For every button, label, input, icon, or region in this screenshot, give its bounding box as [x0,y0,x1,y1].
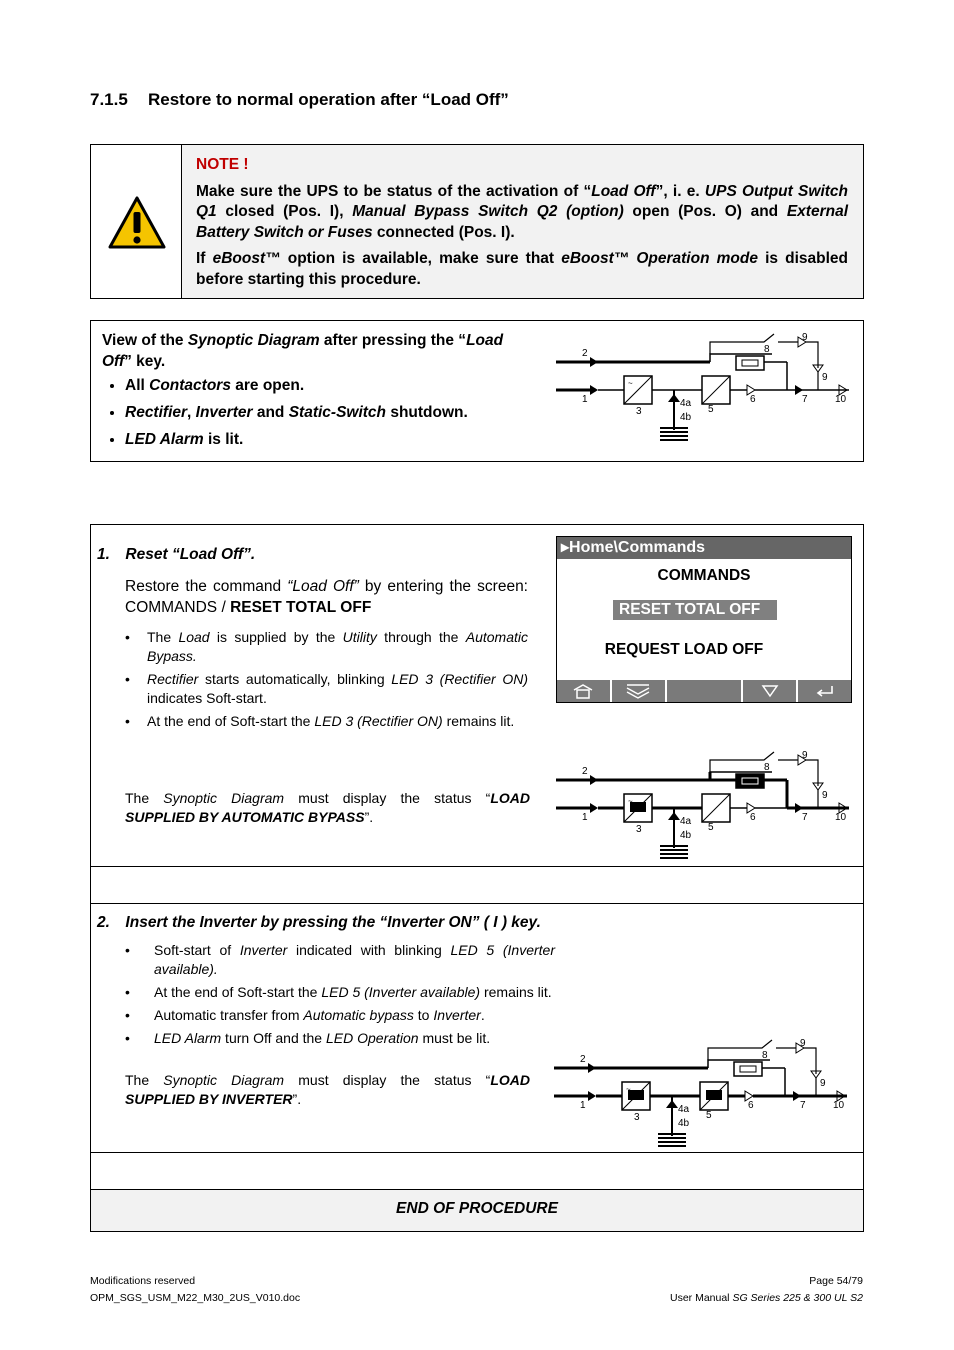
step-2-status: The Synoptic Diagram must display the status “LOAD SUPPLIED BY INVERTER”. [125,1072,530,1107]
manual-bypass-drop [804,1048,816,1074]
step-1-bullet: • At the end of Soft-start the LED 3 (Rectifier ON) remains lit. [125,712,528,731]
note-label: NOTE ! [196,156,249,173]
note-icon-cell [91,145,182,298]
diagram-label: 5 [708,404,714,415]
note-box [90,144,864,299]
manual-bypass-line [710,334,798,354]
diagram-label: 4a [680,398,692,409]
arrow-icon [590,803,598,813]
footer-manual-title [670,1292,863,1304]
rectifier-symbol: ~ [628,797,633,806]
inverter-active [706,1090,722,1100]
footer-left-1: Modifications reserved [90,1275,196,1287]
diagram-label: 4b [678,1118,690,1129]
diagram-label: 8 [764,344,770,355]
diagram-label: 9 [802,332,808,343]
diagram-label: 4a [680,816,692,827]
down-arrow-icon[interactable] [743,680,796,702]
diagram-label: 7 [800,1100,806,1111]
diagram-label: 4b [680,830,692,841]
diagram-label: 7 [802,812,808,823]
battery-arrow-icon [668,812,680,820]
synoptic-diagram-bypass-automatic [552,748,857,863]
page-down-icon[interactable] [612,680,665,702]
section-title: Restore to normal operation after “Load Off” [148,90,509,109]
diagram-label: 2 [582,348,588,359]
view-bullet: • All Contactors are open. [125,375,532,396]
diagram-label: 2 [580,1054,586,1065]
diagram-label: 5 [708,822,714,833]
section-number: 7.1.5 [90,90,128,109]
blank-softkey[interactable] [667,680,741,702]
section-heading [90,90,509,110]
arrow-icon [590,775,598,785]
diagram-label: 5 [706,1110,712,1121]
step-1-bullet: • Rectifier starts automatically, blinking LED 3 (Rectifier ON) indicates Soft-start. [125,670,528,708]
step-2-bullet: • Automatic transfer from Automatic bypass to Inverter. [125,1006,555,1025]
diagram-label: 3 [634,1112,640,1123]
diagram-label: 3 [636,406,642,417]
note-paragraph-2: If eBoost™ option is available, make sure that eBoost™ Operation mode is disabled before starting this procedure. [196,250,848,288]
view-intro: View of the Synoptic Diagram after pressing the “Load Off” key. [102,332,504,370]
lcd-menu-request-load-off[interactable]: REQUEST LOAD OFF [604,641,764,658]
lcd-menu-title: COMMANDS [657,567,751,584]
diagram-label: 9 [822,790,828,801]
diagram-label: 3 [636,824,642,835]
step-2-bullet: • LED Alarm turn Off and the LED Operation must be lit. [125,1029,555,1048]
diagram-label: 9 [820,1078,826,1089]
enter-icon[interactable] [798,680,851,702]
footer-left-2: OPM_SGS_USM_M22_M30_2US_V010.doc [90,1292,301,1304]
footer-manual-series: SG Series 225 & 300 UL S2 [732,1292,863,1304]
static-switch-inner [740,1066,756,1072]
view-bullet: • Rectifier, Inverter and Static-Switch shutdown. [125,402,532,423]
lcd-breadcrumb-bar [557,537,851,559]
footer-page-number: Page 54/79 [809,1275,863,1287]
step-1-status: The Synoptic Diagram must display the status “LOAD SUPPLIED BY AUTOMATIC BYPASS”. [125,790,530,825]
diagram-label: 9 [802,750,808,761]
diagram-label: 6 [748,1100,754,1111]
diagram-label: 1 [580,1100,586,1111]
rectifier-symbol: ~ [628,379,633,388]
synoptic-diagram-inverter [550,1036,855,1148]
diagram-label: 2 [582,766,588,777]
diagram-label: 10 [835,812,847,823]
step-1-title: 1. Reset “Load Off”. [97,546,256,563]
step-1-bullet: • The Load is supplied by the Utility through the Automatic Bypass. [125,628,528,666]
step-1-text: Restore the command “Load Off” by entering the screen: COMMANDS / RESET TOTAL OFF [125,578,528,616]
note-paragraph-1: Make sure the UPS to be status of the activation of “Load Off”, i. e. UPS Output Switch Q1 closed (Pos. I), Manual Bypass Switch Q2 (option) open (Pos. O) and External Battery Switch or Fuses connected (Pos. I). [196,182,849,241]
warning-triangle-icon [107,195,167,251]
manual-bypass-drop [806,342,818,368]
step-2-bullet: • Soft-start of Inverter indicated with blinking LED 5 (Inverter available). [125,941,555,979]
diagram-label: 10 [835,394,847,405]
lcd-screen [556,536,852,703]
diagram-label: 4b [680,412,692,423]
lcd-menu-reset-total-off[interactable]: RESET TOTAL OFF [613,600,777,620]
lcd-breadcrumb: Home\Commands [569,539,706,556]
home-icon[interactable] [557,680,610,702]
diagram-label: 9 [800,1038,806,1049]
static-switch-inner [742,778,758,784]
manual-bypass-drop [806,760,818,786]
footer-manual-prefix: User Manual [669,1292,733,1304]
view-bullet: • LED Alarm is lit. [125,429,532,450]
end-of-procedure: END OF PROCEDURE [396,1200,558,1217]
manual-bypass-line [710,752,798,772]
arrow-icon [590,385,598,395]
diagram-label: 1 [582,812,588,823]
static-switch-inner [742,360,758,366]
view-bullet-list [102,375,532,450]
diagram-label: 8 [764,762,770,773]
lcd-softkeys [557,680,851,702]
step-1-bullets [125,628,528,735]
diagram-label: 9 [822,372,828,383]
diagram-label: 6 [750,812,756,823]
step-2-title: 2. Insert the Inverter by pressing the “Inverter ON” ( I ) key. [97,914,541,931]
step-2-bullet: • At the end of Soft-start the LED 5 (Inverter available) remains lit. [125,983,555,1002]
diagram-label: 4a [678,1104,690,1115]
manual-bypass-line [708,1040,796,1060]
battery-arrow-icon [668,394,680,402]
play-arrow-icon: ▸ [561,539,570,556]
diagram-label: 1 [582,394,588,405]
diagram-label: 7 [802,394,808,405]
synoptic-diagram-total-off [552,330,857,450]
diagram-label: 10 [833,1100,845,1111]
arrow-icon [588,1091,596,1101]
step-2-bullets [125,941,555,1052]
diagram-label: 8 [762,1050,768,1061]
diagram-label: 6 [750,394,756,405]
battery-arrow-icon [666,1100,678,1108]
rectifier-symbol: ~ [626,1085,631,1094]
